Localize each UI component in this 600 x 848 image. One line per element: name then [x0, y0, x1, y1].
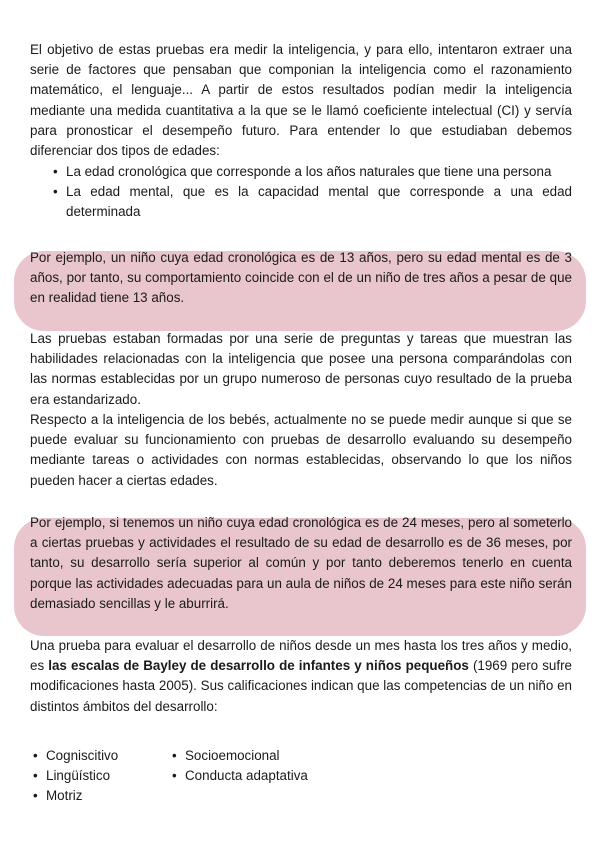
paragraph-bayley: [30, 636, 572, 717]
paragraph-tests: Las pruebas estaban formadas por una serie de preguntas y tareas que muestran las habilidades relacionadas con la inteligencia que posee una persona comparándolas con las normas establecidas por un grupo numeroso de personas cuyo resultado de la prueba era estandarizado.: [30, 331, 572, 407]
domains-list-left: [30, 746, 170, 807]
age-types-list: [50, 162, 572, 223]
paragraph-example-2: Por ejemplo, si tenemos un niño cuya edad cronológica es de 24 meses, pero al someterlo a ciertas pruebas y actividades el resultado de su edad de desarrollo es de 36 meses, por tanto, su desarrollo sería superior al común y por tanto deberemos tenerlo en cuenta porque las actividades adecuadas para un aula de niños de 24 meses para este niño serán demasiado sencillas y le aburrirá.: [30, 515, 572, 611]
bayley-scales-title: las escalas de Bayley de desarrollo de infantes y niños pequeños: [48, 658, 469, 674]
bayley-text-after: (1969 pero sufre modificaciones hasta 2005). Sus calificaciones indican que las competencias de un niño en distintos ámbitos del desarrollo:: [30, 658, 572, 714]
list-item-domain: • Lingüístico: [30, 766, 170, 786]
paragraph-intro: El objetivo de estas pruebas era medir la inteligencia, y para ello, intentaron extraer una serie de factores que pensaban que componian la inteligencia como el razonamiento matemático, el lenguaje... A partir de estos resultados podían medir la inteligencia mediante una medida cuantitativa a la que se le llamó coeficiente intelectual (CI) y servía para pronosticar el desempeño futuro. Para entender lo que estudiaban debemos diferenciar dos tipos de edades:: [30, 42, 572, 159]
list-item-domain: • Cogniscitivo: [30, 746, 170, 766]
domains-list-right: [169, 746, 369, 786]
list-item-domain: • Motriz: [30, 786, 170, 806]
list-item-chronological-age: • La edad cronológica que corresponde a los años naturales que tiene una persona: [50, 162, 572, 182]
list-item-domain: • Conducta adaptativa: [169, 766, 369, 786]
bayley-text-before: Una prueba para evaluar el desarrollo de niños desde un mes hasta los tres años y medio, es: [30, 638, 572, 674]
paragraph-babies: Respecto a la inteligencia de los bebés, actualmente no se puede medir aunque si que se puede evaluar su funcionamiento con pruebas de desarrollo evaluando su desempeño mediante tareas o actividades con normas establecidas, observando lo que los niños pueden hacer a ciertas edades.: [30, 412, 572, 488]
list-item-mental-age: • La edad mental, que es la capacidad mental que corresponde a una edad determinada: [50, 182, 572, 222]
paragraph-example-1: Por ejemplo, un niño cuya edad cronológica es de 13 años, pero su edad mental es de 3 años, por tanto, su comportamiento coincide con el de un niño de tres años a pesar de que en realidad tiene 13 años.: [30, 250, 572, 306]
list-item-domain: • Socioemocional: [169, 746, 369, 766]
